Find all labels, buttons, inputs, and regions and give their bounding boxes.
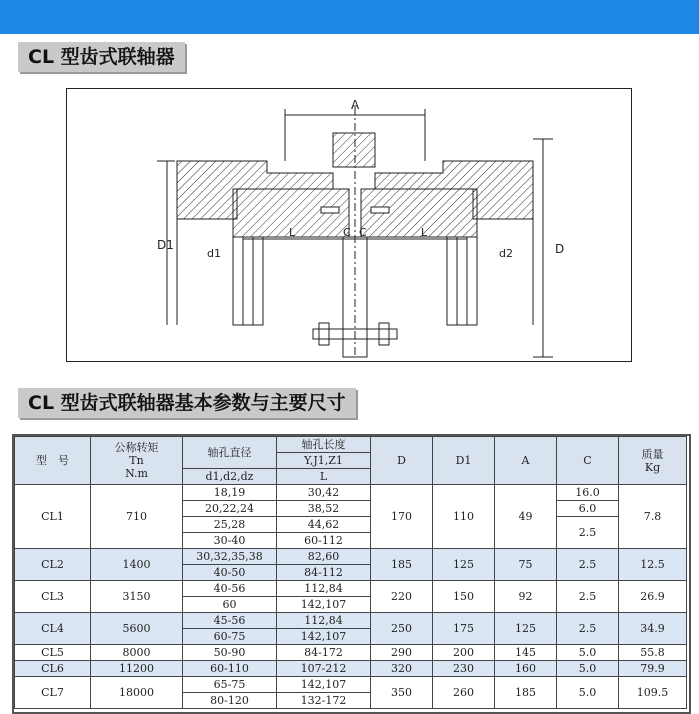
table-row: CL4 5600 45-56 112,84 250 175 125 2.5 34.9 xyxy=(15,613,687,629)
label-L-right: L xyxy=(421,226,428,239)
header-A: A xyxy=(495,437,557,485)
header-bore-len-sub2: L xyxy=(277,469,371,485)
label-C-left: C xyxy=(343,226,351,239)
header-model: 型 号 xyxy=(15,437,91,485)
label-D: D xyxy=(555,242,565,256)
table-row: 40-50 84-112 xyxy=(15,565,687,581)
header-D1: D1 xyxy=(433,437,495,485)
label-d1: d1 xyxy=(207,247,221,260)
label-D1: D1 xyxy=(157,238,174,252)
table-row: 60 142,107 xyxy=(15,597,687,613)
coupling-cross-section xyxy=(67,89,631,361)
coupling-title: CL 型齿式联轴器 xyxy=(18,42,185,72)
label-d2: d2 xyxy=(499,247,513,260)
table-row: 80-120 132-172 xyxy=(15,693,687,709)
parameters-title: CL 型齿式联轴器基本参数与主要尺寸 xyxy=(18,388,356,418)
spec-table xyxy=(14,436,687,709)
table-row: CL7 18000 65-75 142,107 350 260 185 5.0 109.5 xyxy=(15,677,687,693)
coupling-drawing xyxy=(66,88,632,362)
table-row: CL5 8000 50-90 84-172 290 200 145 5.0 55.8 xyxy=(15,645,687,661)
label-C-right: C xyxy=(359,226,367,239)
table-row: CL6 11200 60-110 107-212 320 230 160 5.0 79.9 xyxy=(15,661,687,677)
table-row: 60-75 142,107 xyxy=(15,629,687,645)
header-bore-len: 轴孔长度 xyxy=(277,437,371,453)
header-torque: 公称转矩 Tn N.m xyxy=(91,437,183,485)
table-row: 25,28 44,62 2.5 xyxy=(15,517,687,533)
table-row: CL3 3150 40-56 112,84 220 150 92 2.5 26.9 xyxy=(15,581,687,597)
top-banner xyxy=(0,0,699,34)
table-row: 20,22,24 38,52 6.0 xyxy=(15,501,687,517)
table-row: CL2 1400 30,32,35,38 82,60 185 125 75 2.5 12.5 xyxy=(15,549,687,565)
table-row: 30-40 60-112 xyxy=(15,533,687,549)
table-row: CL1 710 18,19 30,42 170 110 49 16.0 7.8 xyxy=(15,485,687,501)
header-mass: 质量 Kg xyxy=(619,437,687,485)
header-bore-dia: 轴孔直径 xyxy=(183,437,277,469)
label-A: A xyxy=(351,98,360,112)
label-L-left: L xyxy=(289,226,296,239)
header-bore-sub: d1,d2,dz xyxy=(183,469,277,485)
header-bore-len-sub1: Y,J1,Z1 xyxy=(277,453,371,469)
header-C: C xyxy=(557,437,619,485)
header-D: D xyxy=(371,437,433,485)
